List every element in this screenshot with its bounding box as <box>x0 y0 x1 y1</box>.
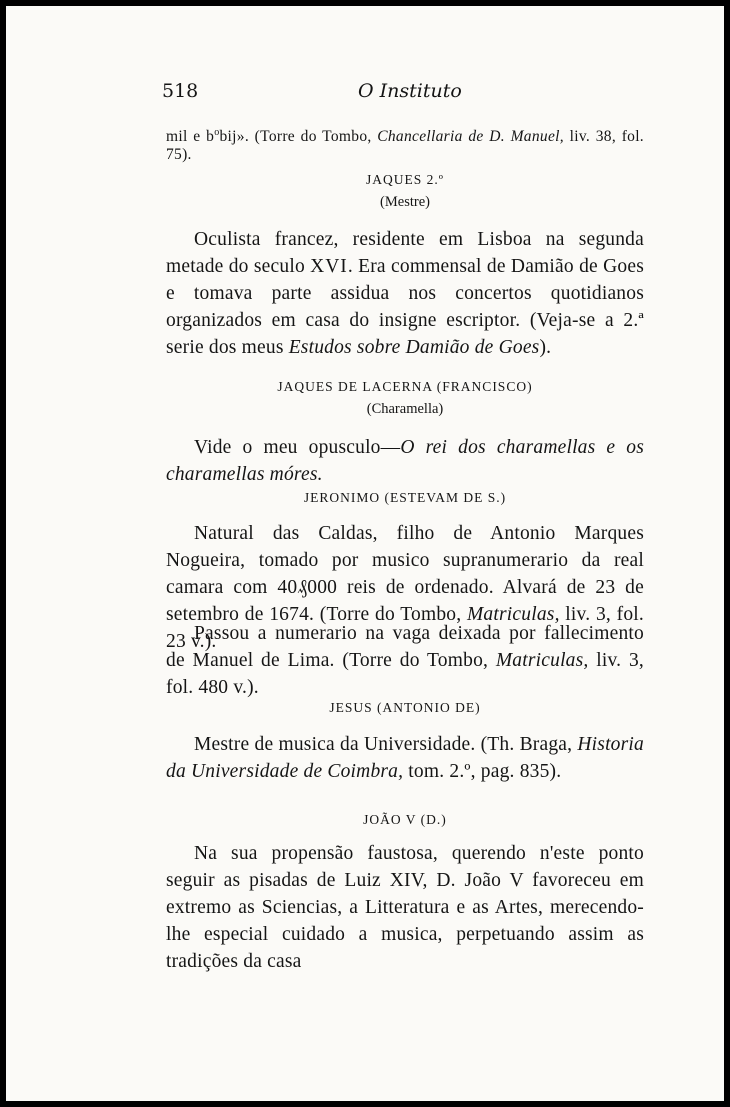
entry-heading-jaques: JAQUES 2.º <box>366 172 444 187</box>
entry-heading-lacerna: JAQUES DE LACERNA (FRANCISCO) <box>277 379 533 394</box>
entry-heading-joao: JOÃO V (D.) <box>363 812 447 827</box>
entry-heading-jeronimo: JERONIMO (ESTEVAM DE S.) <box>303 490 507 505</box>
entry-subheading-lacerna: (Charamella) <box>366 401 444 417</box>
paragraph-jaques: Oculista francez, residente em Lisboa na segunda metade do seculo XVI. Era commensal de Damião de Goes e tomava parte assidua nos concertos quotidianos organizados em casa do insigne escriptor. (Veja-se a 2.ª serie dos meus Estudos sobre Damião de Goes). <box>166 229 644 358</box>
carryover-citation: mil e $b^obij$». (Torre do Tombo, Chancellaria de D. Manuel, liv. 38, fol. 75). <box>166 127 644 164</box>
running-head <box>160 80 486 106</box>
book-page <box>6 6 724 1101</box>
entry-heading-jesus: JESUS (ANTONIO DE) <box>329 700 481 715</box>
paragraph-lacerna: Vide o meu opusculo—O rei dos charamellas e os charamellas móres. <box>166 437 644 485</box>
paragraph-jeronimo-2: Passou a numerario na vaga deixada por fallecimento de Manuel de Lima. (Torre do Tombo, Matriculas, liv. 3, fol. 480 v.). <box>166 623 645 698</box>
paragraph-jesus: Mestre de musica da Universidade. (Th. Braga, Historia da Universidade de Coimbra, tom. 2.º, pag. 835). <box>166 734 644 782</box>
page-number: 518 <box>162 80 199 102</box>
paragraph-jeronimo-1: Natural das Caldas, filho de Antonio Marques Nogueira, tomado por musico supranumerario da real camara com 40₰000 reis de ordenado. Alvará de 23 de setembro de 1674. (Torre do Tombo, Matriculas, liv. 3, fol. 23 v.). <box>166 523 644 652</box>
entry-subheading-jaques: (Mestre) <box>380 194 430 210</box>
running-title: O Instituto <box>358 80 462 102</box>
paragraph-joao: Na sua propensão faustosa, querendo n'este ponto seguir as pisadas de Luiz XIV, D. João V favoreceu em extremo as Sciencias, a Litteratura e as Artes, merecendo-lhe especial cuidado a musica, perpetuando assim as tradições da casa <box>166 843 644 972</box>
